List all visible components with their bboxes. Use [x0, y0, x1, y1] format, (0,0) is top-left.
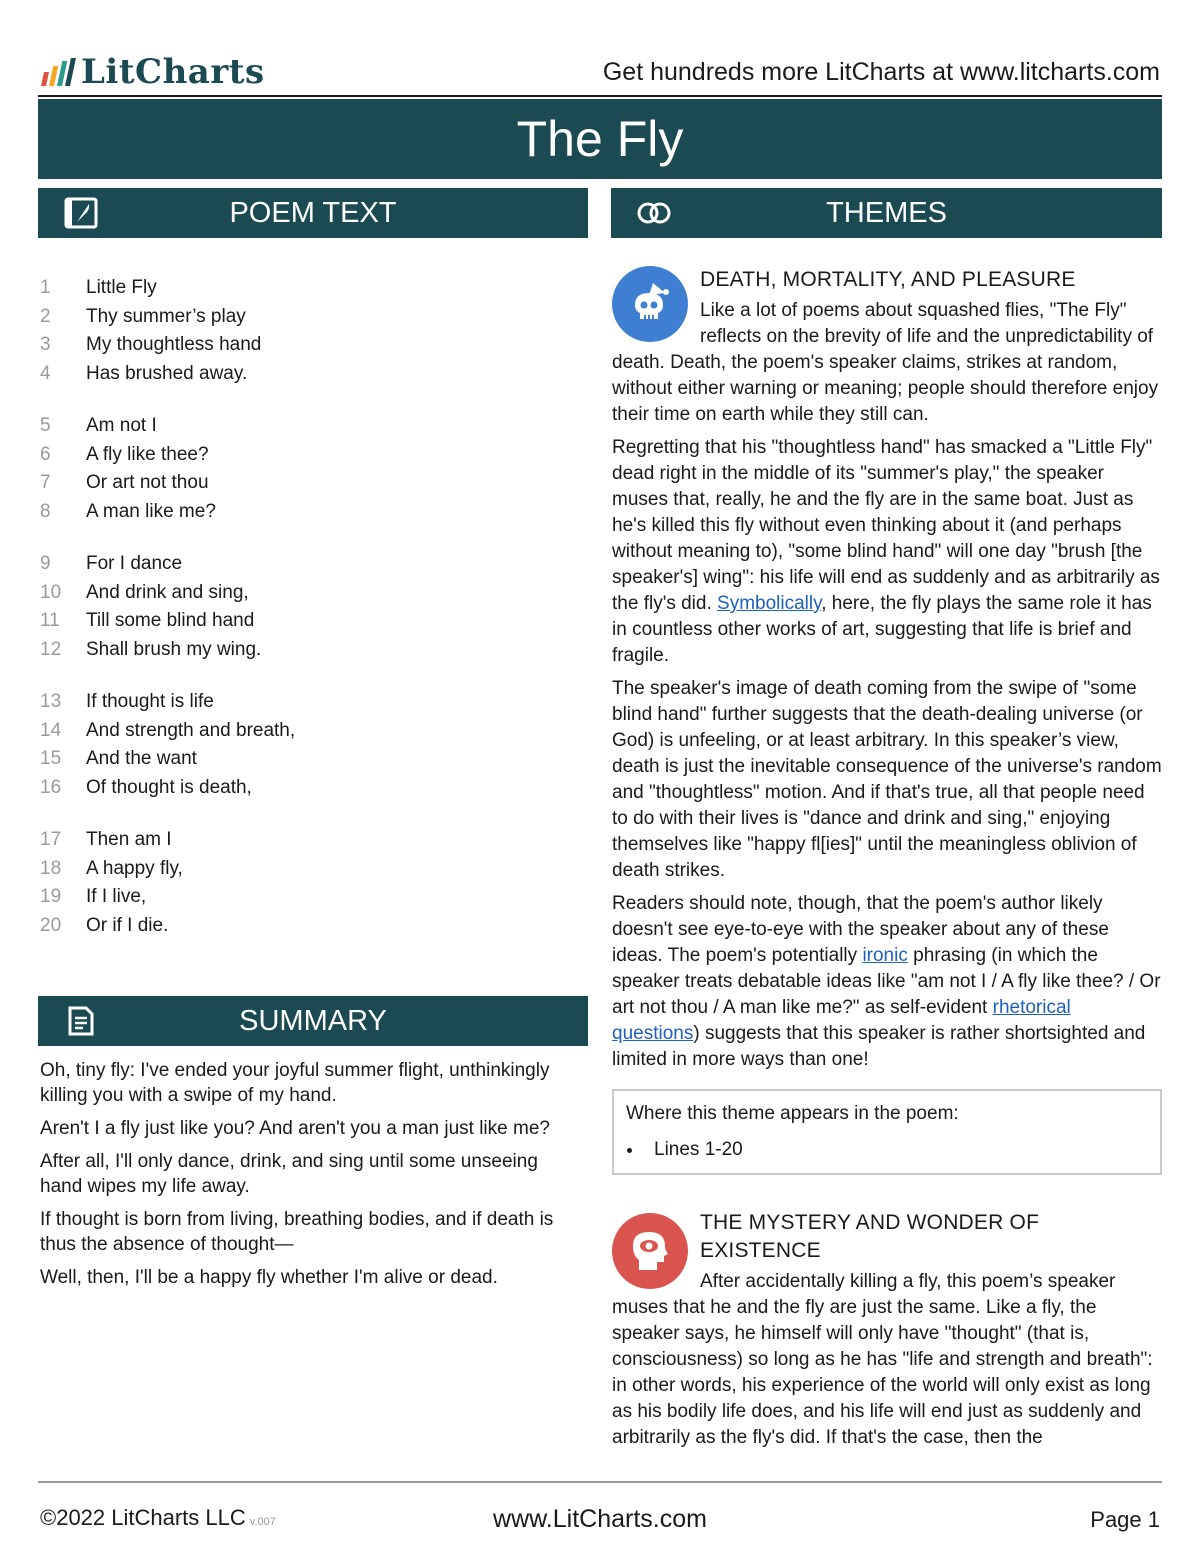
line-text: Or art not thou — [86, 472, 209, 494]
theme-paragraph: Regretting that his "thoughtless hand" has smacked a "Little Fly" dead right in the middle of its "summer's play," the speaker muses that, really, he and the fly are in the same boat. Just as he's killed this fly without even thinking about it (and perhaps without meaning to), "some blind hand" will one day "brush [the speaker's] wing": his life will end as suddenly and as arbitrarily as the fly's did. Symbolically, here, the fly plays the same role it has in countless other works of art, suggesting that life is brief and fragile. — [612, 437, 1160, 666]
line-number: 4 — [40, 362, 51, 384]
poem-line — [40, 412, 580, 441]
line-text: For I dance — [86, 553, 183, 575]
header-rule — [38, 95, 1162, 97]
line-text: My thoughtless hand — [86, 334, 262, 356]
head-eye-icon — [612, 1213, 688, 1289]
theme-title: DEATH, MORTALITY, AND PLEASURE — [700, 268, 1076, 291]
line-number: 5 — [40, 415, 51, 437]
summary-header — [38, 996, 588, 1046]
themes-content — [612, 262, 1162, 1458]
poem-line — [40, 579, 580, 608]
summary-paragraph: Aren't I a fly just like you? And aren't you a man just like me? — [40, 1118, 550, 1139]
line-text: And drink and sing, — [86, 581, 249, 603]
line-text: Till some blind hand — [86, 610, 255, 632]
version-label: v.007 — [249, 1516, 276, 1528]
theme-paragraph: Like a lot of poems about squashed flies, "The Fly" reflects on the brevity of life and the unpredictability of death. Death, the poem's speaker claims, strikes at random, without either warning or meaning; people should therefore enjoy their time on earth while they still can. — [612, 300, 1159, 425]
party-skull-icon — [612, 266, 688, 342]
line-number: 17 — [40, 829, 62, 851]
summary-text — [40, 1058, 580, 1298]
appearances-item[interactable]: • Lines 1-20 — [644, 1137, 1148, 1163]
line-number: 19 — [40, 886, 62, 908]
poem-line — [40, 717, 580, 746]
litcharts-logo[interactable] — [44, 52, 265, 92]
poem-line — [40, 498, 580, 527]
line-number: 14 — [40, 719, 62, 741]
theme-paragraph: Readers should note, though, that the poem's author likely doesn't see eye-to-eye with the speaker about any of these ideas. The poem's potentially ironic phrasing (in which the speaker treats debatable ideas like "am not I / A fly like thee? / Or art not thou / A man like me?" as self-evident rhetorical questions) suggests that this speaker is rather shortsighted and limited in more ways than one! — [612, 893, 1161, 1070]
stanza — [40, 826, 580, 940]
summary-paragraph: If thought is born from living, breathing bodies, and if death is thus the absence of thought— — [40, 1209, 554, 1255]
poem-line — [40, 303, 580, 332]
footer-rule — [38, 1481, 1162, 1483]
poem-line — [40, 360, 580, 389]
summary-paragraph: After all, I'll only dance, drink, and sing until some unseeing hand wipes my life away. — [40, 1151, 538, 1197]
poem-line — [40, 469, 580, 498]
theme-paragraph: The speaker's image of death coming from the swipe of "some blind hand" further suggests that the death-dealing universe (or God) is unfeeling, or at least arbitrary. In this speaker’s view, death is just the inevitable consequence of the universe's random and "thoughtless" motion. And if that's true, all that people need to do with their lives is "dance and drink and sing," enjoying themselves like "happy fl[ies]" until the meaningless oblivion of death strikes. — [612, 678, 1162, 881]
poem-line — [40, 331, 580, 360]
poem-line — [40, 607, 580, 636]
logo-bars-icon — [41, 58, 76, 86]
line-number: 20 — [40, 914, 62, 936]
line-number: 7 — [40, 472, 51, 494]
poem-line — [40, 826, 580, 855]
poem-text-heading: POEM TEXT — [229, 196, 397, 229]
line-text: Has brushed away. — [86, 362, 248, 384]
stanza — [40, 550, 580, 664]
line-text: Little Fly — [86, 277, 157, 299]
poem-line — [40, 441, 580, 470]
line-text: Then am I — [86, 829, 172, 851]
line-text: A man like me? — [86, 500, 216, 522]
line-number: 13 — [40, 691, 62, 713]
poem-line — [40, 550, 580, 579]
site-link[interactable]: www.LitCharts.com — [493, 1505, 707, 1533]
stanza — [40, 274, 580, 388]
line-text: Or if I die. — [86, 914, 169, 936]
poem-line — [40, 774, 580, 803]
line-number: 2 — [40, 305, 51, 327]
line-number: 16 — [40, 776, 62, 798]
line-text: And the want — [86, 748, 197, 770]
line-number: 15 — [40, 748, 62, 770]
poem-text — [40, 274, 580, 964]
rhetorical-question-link[interactable]: rhetorical questions — [612, 997, 1071, 1044]
symbolism-link[interactable]: Symbolically — [717, 593, 822, 614]
stanza — [40, 412, 580, 526]
line-text: Of thought is death, — [86, 776, 252, 798]
appearances-label: Where this theme appears in the poem: — [626, 1103, 959, 1124]
line-number: 6 — [40, 443, 51, 465]
line-text: Am not I — [86, 415, 157, 437]
page-title: The Fly — [38, 99, 1162, 179]
themes-heading: THEMES — [826, 196, 947, 229]
line-number: 1 — [40, 277, 51, 299]
poem-text-header — [38, 188, 588, 238]
line-number: 12 — [40, 638, 62, 660]
summary-heading: SUMMARY — [239, 1004, 387, 1037]
poem-line — [40, 883, 580, 912]
stanza — [40, 688, 580, 802]
poem-line — [40, 912, 580, 941]
line-text: Thy summer’s play — [86, 305, 246, 327]
theme-appearances-box — [612, 1089, 1162, 1175]
logo-text: LitCharts — [81, 52, 265, 92]
line-number: 3 — [40, 334, 51, 356]
line-text: If thought is life — [86, 691, 214, 713]
line-text: A happy fly, — [86, 857, 183, 879]
line-number: 18 — [40, 857, 62, 879]
line-number: 10 — [40, 581, 62, 603]
irony-link[interactable]: ironic — [862, 945, 908, 966]
summary-paragraph: Well, then, I'll be a happy fly whether I'm alive or dead. — [40, 1267, 498, 1288]
poem-line — [40, 855, 580, 884]
line-text: If I live, — [86, 886, 147, 908]
theme-paragraph: After accidentally killing a fly, this poem’s speaker muses that he and the fly are just the same. Like a fly, the speaker says, he himself will only have "thought" (that is, consciousness) so long as he has "life and strength and breath": in other words, his experience of the world will only exist as long as his bodily life does, and his life will end just as suddenly and arbitrarily as the fly's did. If that's the case, then the — [612, 1271, 1153, 1448]
line-number: 11 — [40, 610, 60, 632]
line-text: And strength and breath, — [86, 719, 296, 741]
poem-line — [40, 274, 580, 303]
summary-paragraph: Oh, tiny fly: I've ended your joyful summer flight, unthinkingly killing you with a swipe of my hand. — [40, 1060, 550, 1106]
line-text: Shall brush my wing. — [86, 638, 262, 660]
copyright: ©2022 LitCharts LLC v.007 — [40, 1505, 276, 1530]
line-number: 9 — [40, 553, 51, 575]
theme-title: THE MYSTERY AND WONDER OF EXISTENCE — [700, 1211, 1040, 1262]
poem-line — [40, 745, 580, 774]
poem-line — [40, 688, 580, 717]
line-number: 8 — [40, 500, 51, 522]
promo-link[interactable]: Get hundreds more LitCharts at www.litcharts.com — [602, 58, 1160, 86]
themes-header — [611, 188, 1162, 238]
line-text: A fly like thee? — [86, 443, 209, 465]
poem-line — [40, 636, 580, 665]
page-number: Page 1 — [1090, 1507, 1160, 1532]
